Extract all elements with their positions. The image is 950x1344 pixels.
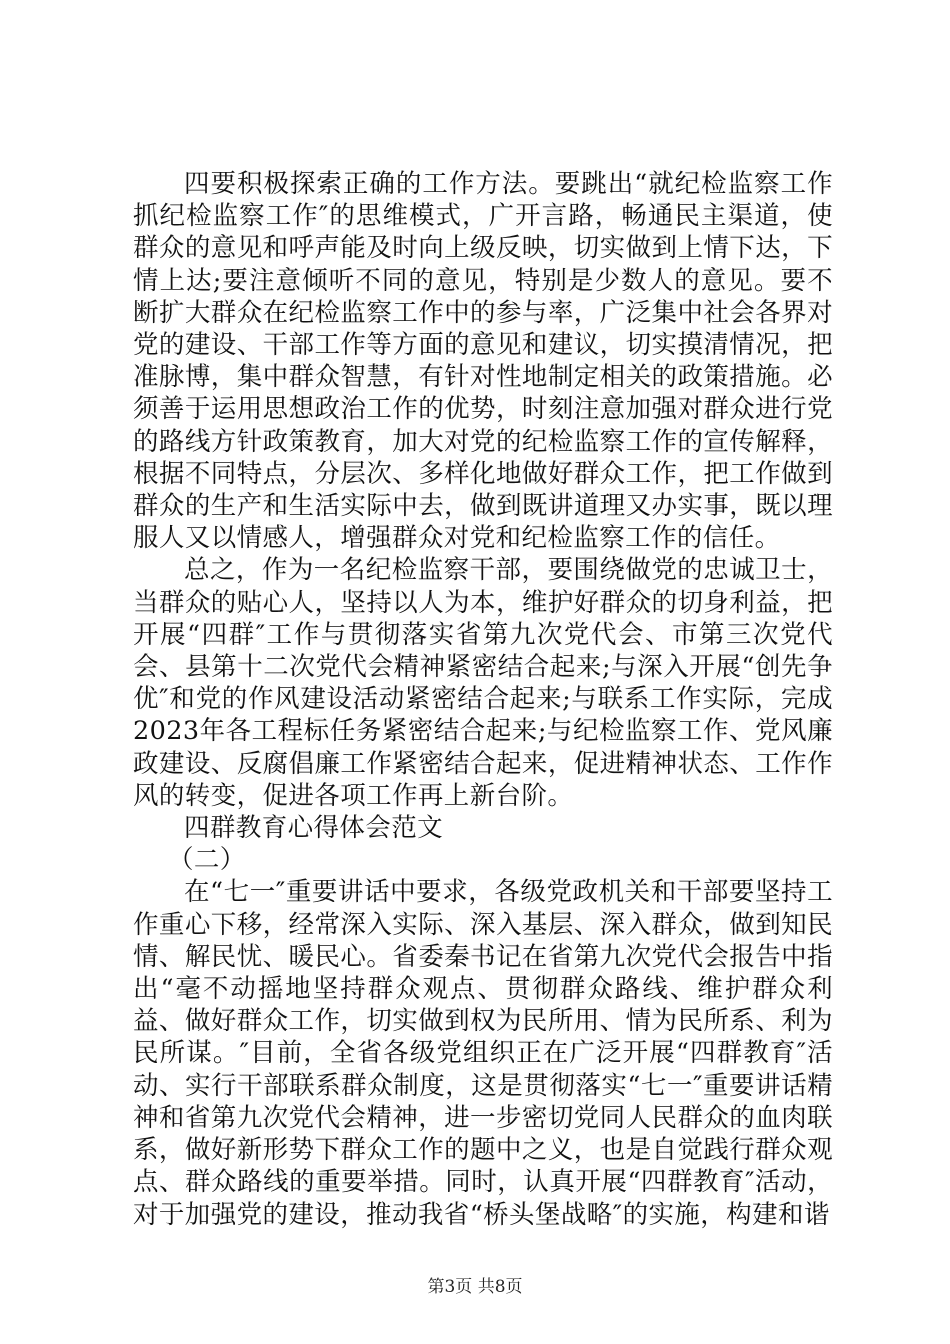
document-body [133,168,833,1231]
section-heading: 四群教育心得体会范文 [184,813,444,844]
paragraph-conclusion: 总之，作为一名纪检监察干部，要围绕做党的忠诚卫士，当群众的贴心人，坚持以人为本，维护好群众的切身利益，把开展“四群″工作与贯彻落实省第九次党代会、市第三次党代会、县第十二次党代会精神紧密结合起来;与深入开展“创先争优″和党的作风建设活动紧密结合起来;与联系工作实际，完成2023年各工程标任务紧密结合起来;与纪检监察工作、党风廉政建设、反腐倡廉工作紧密结合起来，促进精神状态、工作作风的转变，促进各项工作再上新台阶。 [133,555,833,811]
page-number-footer: 第3页 共8页 [427,1277,523,1297]
paragraph-july-first-speech: 在“七一″重要讲话中要求，各级党政机关和干部要坚持工作重心下移，经常深入实际、深入基层、深入群众，做到知民情、解民忧、暖民心。省委秦书记在省第九次党代会报告中指出“毫不动摇地坚持群众观点、贯彻群众路线、维护群众利益、做好群众工作，切实做到权为民所用、情为民所系、利为民所谋。″目前，全省各级党组织正在广泛开展“四群教育″活动、实行干部联系群众制度，这是贯彻落实“七一″重要讲话精神和省第九次党代会精神，进一步密切党同人民群众的血肉联系，做好新形势下群众工作的题中之义，也是自觉践行群众观点、群众路线的重要举措。同时，认真开展“四群教育″活动，对于加强党的建设，推动我省“桥头堡战略″的实施，构建和谐 [133,877,833,1230]
paragraph-four-methods: 四要积极探索正确的工作方法。要跳出“就纪检监察工作抓纪检监察工作″的思维模式，广开言路，畅通民主渠道，使群众的意见和呼声能及时向上级反映，切实做到上情下达，下情上达;要注意倾听不同的意见，特别是少数人的意见。要不断扩大群众在纪检监察工作中的参与率，广泛集中社会各界对党的建设、干部工作等方面的意见和建议，切实摸清情况，把准脉博，集中群众智慧，有针对性地制定相关的政策措施。必须善于运用思想政治工作的优势，时刻注意加强对群众进行党的路线方针政策教育，加大对党的纪检监察工作的宣传解释，根据不同特点，分层次、多样化地做好群众工作，把工作做到群众的生产和生活实际中去，做到既讲道理又办实事，既以理服人又以情感人，增强群众对党和纪检监察工作的信任。 [133,169,833,554]
section-subheading: （二） [168,845,246,876]
